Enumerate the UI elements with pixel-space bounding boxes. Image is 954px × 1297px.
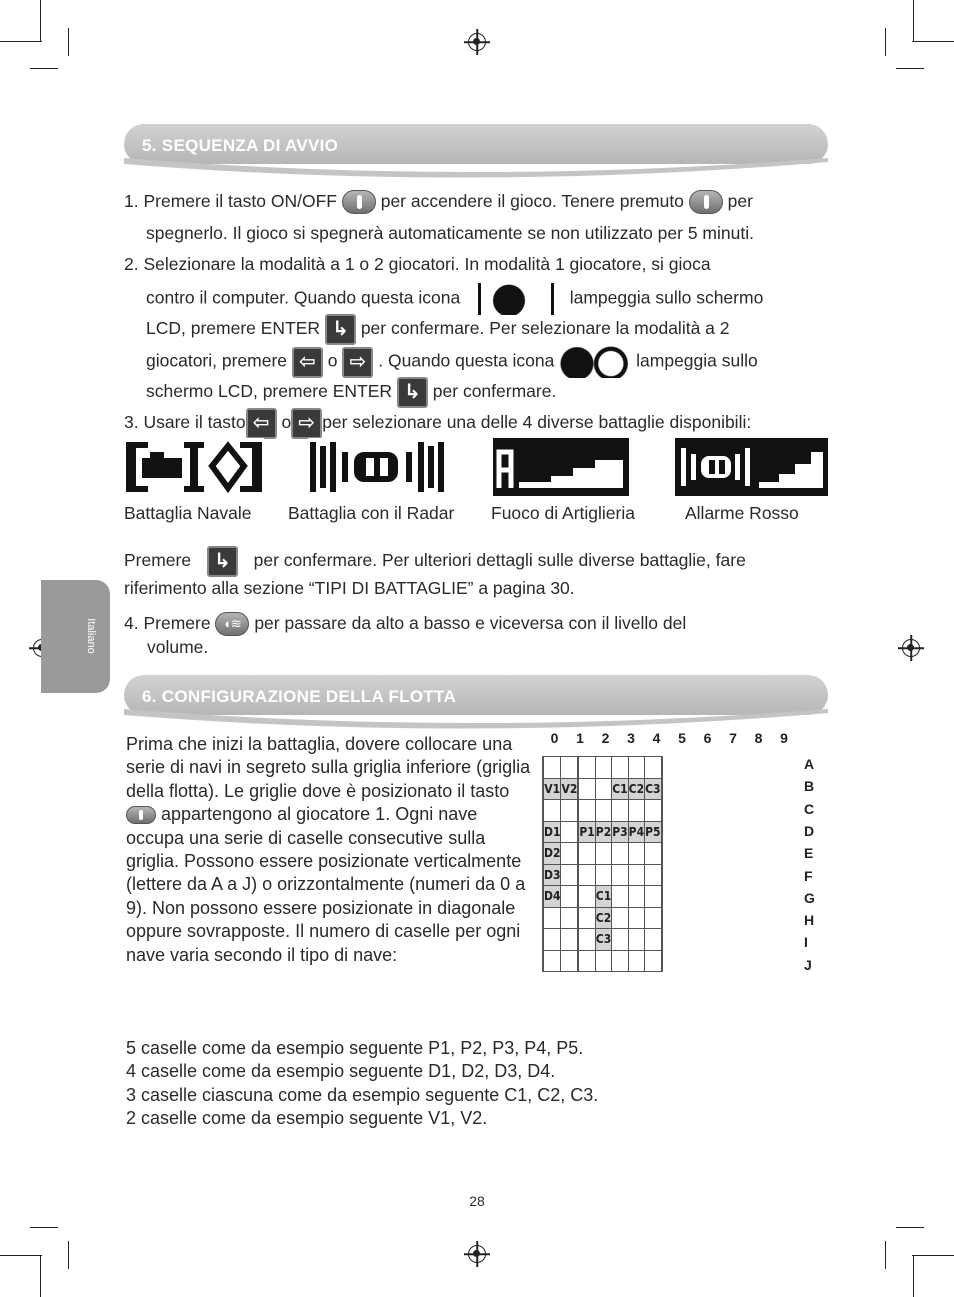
volume-icon: ◖≋ <box>215 612 249 636</box>
grid-cell <box>612 886 628 908</box>
grid-cell <box>628 950 644 972</box>
grid-cell <box>612 929 628 951</box>
crop-mark <box>912 1255 954 1256</box>
crop-mark <box>913 1255 914 1297</box>
one-player-icon <box>478 283 554 315</box>
grid-cell <box>612 950 628 972</box>
ship-list-item: 4 caselle come da esempio seguente D1, D2, D3, D4. <box>126 1061 556 1082</box>
grid-row-letter: F <box>804 867 813 884</box>
language-tab <box>41 580 110 693</box>
registration-mark-icon <box>902 639 920 657</box>
crop-mark <box>896 1227 924 1228</box>
header-swoosh <box>124 707 828 731</box>
grid-cell <box>561 821 578 843</box>
battle-label-naval: Battaglia Navale <box>124 503 252 523</box>
crop-mark <box>0 41 42 42</box>
enter-icon: ↳ <box>207 546 238 577</box>
grid-cell <box>661 864 662 886</box>
battle-label-radar: Battaglia con il Radar <box>288 503 455 523</box>
grid-cell <box>595 800 611 822</box>
grid-cell <box>561 886 578 908</box>
grid-cell <box>595 950 611 972</box>
grid-cell: P4 <box>628 821 644 843</box>
step-4-line-2: volume. <box>147 637 209 657</box>
grid-row <box>543 800 663 822</box>
enter-icon: ↳ <box>325 314 356 345</box>
grid-cell <box>661 800 662 822</box>
grid-cell <box>661 757 662 779</box>
grid-cell <box>612 843 628 865</box>
ship-list-item: 3 caselle ciascuna come da esempio seguente C1, C2, C3. <box>126 1084 599 1105</box>
crop-mark <box>68 28 69 56</box>
grid-cell: V1 <box>544 778 561 800</box>
grid-cell <box>628 843 644 865</box>
ship-list-item: 2 caselle come da esempio seguente V1, V2. <box>126 1108 488 1129</box>
crop-mark <box>913 0 914 42</box>
grid-cell <box>628 757 644 779</box>
step-2-line-3: LCD, premere ENTER ↳ per confermare. Per selezionare la modalità a 2 <box>146 314 730 345</box>
grid-cell <box>561 843 578 865</box>
grid-cell <box>544 800 561 822</box>
grid-row <box>543 843 663 865</box>
grid-column-number: 3 <box>627 730 635 746</box>
fleet-setup-paragraph: Prima che inizi la battaglia, dovere collocare una serie di navi in segreto sulla griglia inferiore (griglia della flotta). Le griglie dove è posizionato il tasto appartengono al giocatore 1. Ogni nave occupa una serie di caselle consecutive sulla griglia. Possono essere posizionate verticalmente (lettere da A a J) o orizzontalmente (numeri da 0 a 9). Non possono essere posizionate in diagonale oppure sovrapposte. Il numero di caselle per ogni nave varia secondo il tipo di nave: <box>126 734 531 965</box>
grid-column-number: 8 <box>754 730 763 746</box>
grid-cell: D1 <box>544 821 561 843</box>
grid-column-number: 5 <box>678 730 686 746</box>
right-arrow-icon: ⇨ <box>291 408 322 439</box>
grid-cell: P1 <box>579 821 595 843</box>
grid-cell: C2 <box>595 907 611 929</box>
grid-cell <box>645 907 661 929</box>
left-arrow-icon: ⇦ <box>246 408 277 439</box>
crop-mark <box>40 0 41 42</box>
step-2-line-4: giocatori, premere ⇦ o ⇨ . Quando questa icona lampeggia sullo <box>146 346 758 378</box>
crop-mark <box>30 68 58 69</box>
grid-row-letter: G <box>804 889 815 906</box>
grid-cell: P3 <box>612 821 628 843</box>
radar-battle-icon <box>308 438 446 496</box>
two-player-icon <box>559 346 631 378</box>
crop-mark <box>30 1227 58 1228</box>
grid-cell: C1 <box>612 778 628 800</box>
crop-mark <box>0 1255 42 1256</box>
grid-cell <box>612 907 628 929</box>
grid-cell: P2 <box>595 821 611 843</box>
grid-cell <box>628 929 644 951</box>
grid-cell <box>595 864 611 886</box>
grid-cell: D4 <box>544 886 561 908</box>
section-6-title: 6. CONFIGURAZIONE DELLA FLOTTA <box>142 687 457 706</box>
grid-cell <box>645 757 661 779</box>
grid-cell <box>579 800 595 822</box>
grid-cell <box>579 950 595 972</box>
on-off-icon <box>126 806 156 824</box>
grid-cell <box>579 907 595 929</box>
grid-cell <box>595 843 611 865</box>
grid-cell <box>561 929 578 951</box>
ship-list-item: 5 caselle come da esempio seguente P1, P2, P3, P4, P5. <box>126 1038 584 1058</box>
grid-row <box>543 864 663 886</box>
naval-battle-icon <box>124 438 264 496</box>
grid-row <box>543 929 663 951</box>
grid-cell <box>661 821 662 843</box>
grid-cell <box>579 843 595 865</box>
page-number: 28 <box>469 1193 485 1209</box>
grid-column-number: 9 <box>780 730 788 746</box>
grid-cell <box>612 864 628 886</box>
crop-mark <box>40 1255 41 1297</box>
grid-cell <box>645 864 661 886</box>
grid-column-number: 0 <box>550 730 559 746</box>
grid-row-letter: H <box>804 912 815 929</box>
enter-icon: ↳ <box>397 377 428 408</box>
step-3-line: 3. Usare il tasto ⇦ o ⇨ per selezionare una delle 4 diverse battaglie disponibili: <box>124 408 751 439</box>
grid-cell <box>579 864 595 886</box>
grid-cell <box>561 907 578 929</box>
grid-cell <box>544 907 561 929</box>
grid-row <box>543 886 663 908</box>
step-1-line-1: 1. Premere il tasto ON/OFF per accendere il gioco. Tenere premuto per <box>124 190 753 214</box>
grid-row-letter: B <box>804 778 815 795</box>
grid-column-number: 7 <box>729 730 737 746</box>
crop-mark <box>896 68 924 69</box>
grid-row <box>543 950 663 972</box>
step-2-line-2: contro il computer. Quando questa icona lampeggia sullo schermo <box>146 283 763 315</box>
step-2-line-1: 2. Selezionare la modalità a 1 o 2 giocatori. In modalità 1 giocatore, si gioca <box>124 254 711 274</box>
grid-cell: C1 <box>595 886 611 908</box>
grid-cell <box>544 929 561 951</box>
grid-row <box>543 757 663 779</box>
left-arrow-icon: ⇦ <box>292 347 323 378</box>
registration-mark-icon <box>468 1245 486 1263</box>
grid-cell <box>561 864 578 886</box>
grid-cell <box>612 757 628 779</box>
step-1-line-2: spegnerlo. Il gioco si spegnerà automaticamente se non utilizzato per 5 minuti. <box>146 223 754 243</box>
grid-cell <box>612 800 628 822</box>
grid-cell <box>561 800 578 822</box>
grid-cell <box>595 757 611 779</box>
header-swoosh <box>124 156 828 180</box>
grid-row-letter: D <box>804 822 815 839</box>
grid-cell <box>561 950 578 972</box>
grid-cell <box>661 843 662 865</box>
grid-row <box>543 778 663 800</box>
grid-row-letter: I <box>804 934 808 951</box>
grid-column-number: 4 <box>652 730 661 746</box>
grid-cell <box>595 778 611 800</box>
grid-cell <box>628 907 644 929</box>
grid-row-letter: J <box>804 956 812 973</box>
crop-mark <box>885 28 886 56</box>
grid-cell: D2 <box>544 843 561 865</box>
confirm-line-2: riferimento alla sezione “TIPI DI BATTAGLIE” a pagina 30. <box>124 578 575 598</box>
grid-column-number: 6 <box>703 730 712 746</box>
grid-cell <box>579 757 595 779</box>
crop-mark <box>885 1241 886 1269</box>
grid-column-number: 1 <box>576 730 584 746</box>
battle-label-red-alert: Allarme Rosso <box>685 503 799 523</box>
grid-cell: C3 <box>645 778 661 800</box>
section-5-title: 5. SEQUENZA DI AVVIO <box>142 136 339 155</box>
grid-cell <box>661 929 662 951</box>
grid-cell <box>579 778 595 800</box>
ship-list <box>126 1037 598 1131</box>
grid-row <box>543 821 663 843</box>
grid-cell <box>645 886 661 908</box>
grid-cell <box>579 929 595 951</box>
step-4-line-1: 4. Premere ◖≋ per passare da alto a basso e viceversa con il livello del <box>124 612 686 636</box>
grid-cell: D3 <box>544 864 561 886</box>
grid-cell <box>645 929 661 951</box>
grid-cell <box>628 886 644 908</box>
grid-cell: V2 <box>561 778 578 800</box>
grid-cell <box>661 907 662 929</box>
grid-cell <box>661 950 662 972</box>
grid-cell <box>661 778 662 800</box>
red-alert-battle-icon <box>675 438 828 496</box>
artillery-battle-icon <box>493 438 629 496</box>
grid-cell <box>628 864 644 886</box>
crop-mark <box>912 41 954 42</box>
step-2-line-5: schermo LCD, premere ENTER ↳ per confermare. <box>146 377 556 408</box>
grid-cell: P5 <box>645 821 661 843</box>
grid-row-letter: E <box>804 845 814 862</box>
grid-row-letter: A <box>804 756 815 772</box>
right-arrow-icon: ⇨ <box>342 347 373 378</box>
on-off-icon <box>342 190 376 214</box>
grid-cell <box>661 886 662 908</box>
grid-row-letter: C <box>804 800 815 817</box>
grid-cell <box>544 757 561 779</box>
grid-column-number: 2 <box>601 730 610 746</box>
grid-cell: C3 <box>595 929 611 951</box>
grid-cell <box>544 950 561 972</box>
grid-row <box>543 907 663 929</box>
registration-mark-icon <box>468 33 486 51</box>
battle-label-artillery: Fuoco di Artiglieria <box>491 503 635 523</box>
crop-mark <box>68 1241 69 1269</box>
grid-cell <box>579 886 595 908</box>
grid-cell <box>645 800 661 822</box>
grid-cell <box>645 843 661 865</box>
confirm-line-1: Premere ↳ per confermare. Per ulteriori dettagli sulle diverse battaglie, fare <box>124 546 746 577</box>
grid-cell <box>645 950 661 972</box>
on-off-icon <box>689 190 723 214</box>
grid-cell <box>561 757 578 779</box>
language-label: Italiano <box>85 618 97 654</box>
grid-cell <box>628 800 644 822</box>
grid-cell: C2 <box>628 778 644 800</box>
